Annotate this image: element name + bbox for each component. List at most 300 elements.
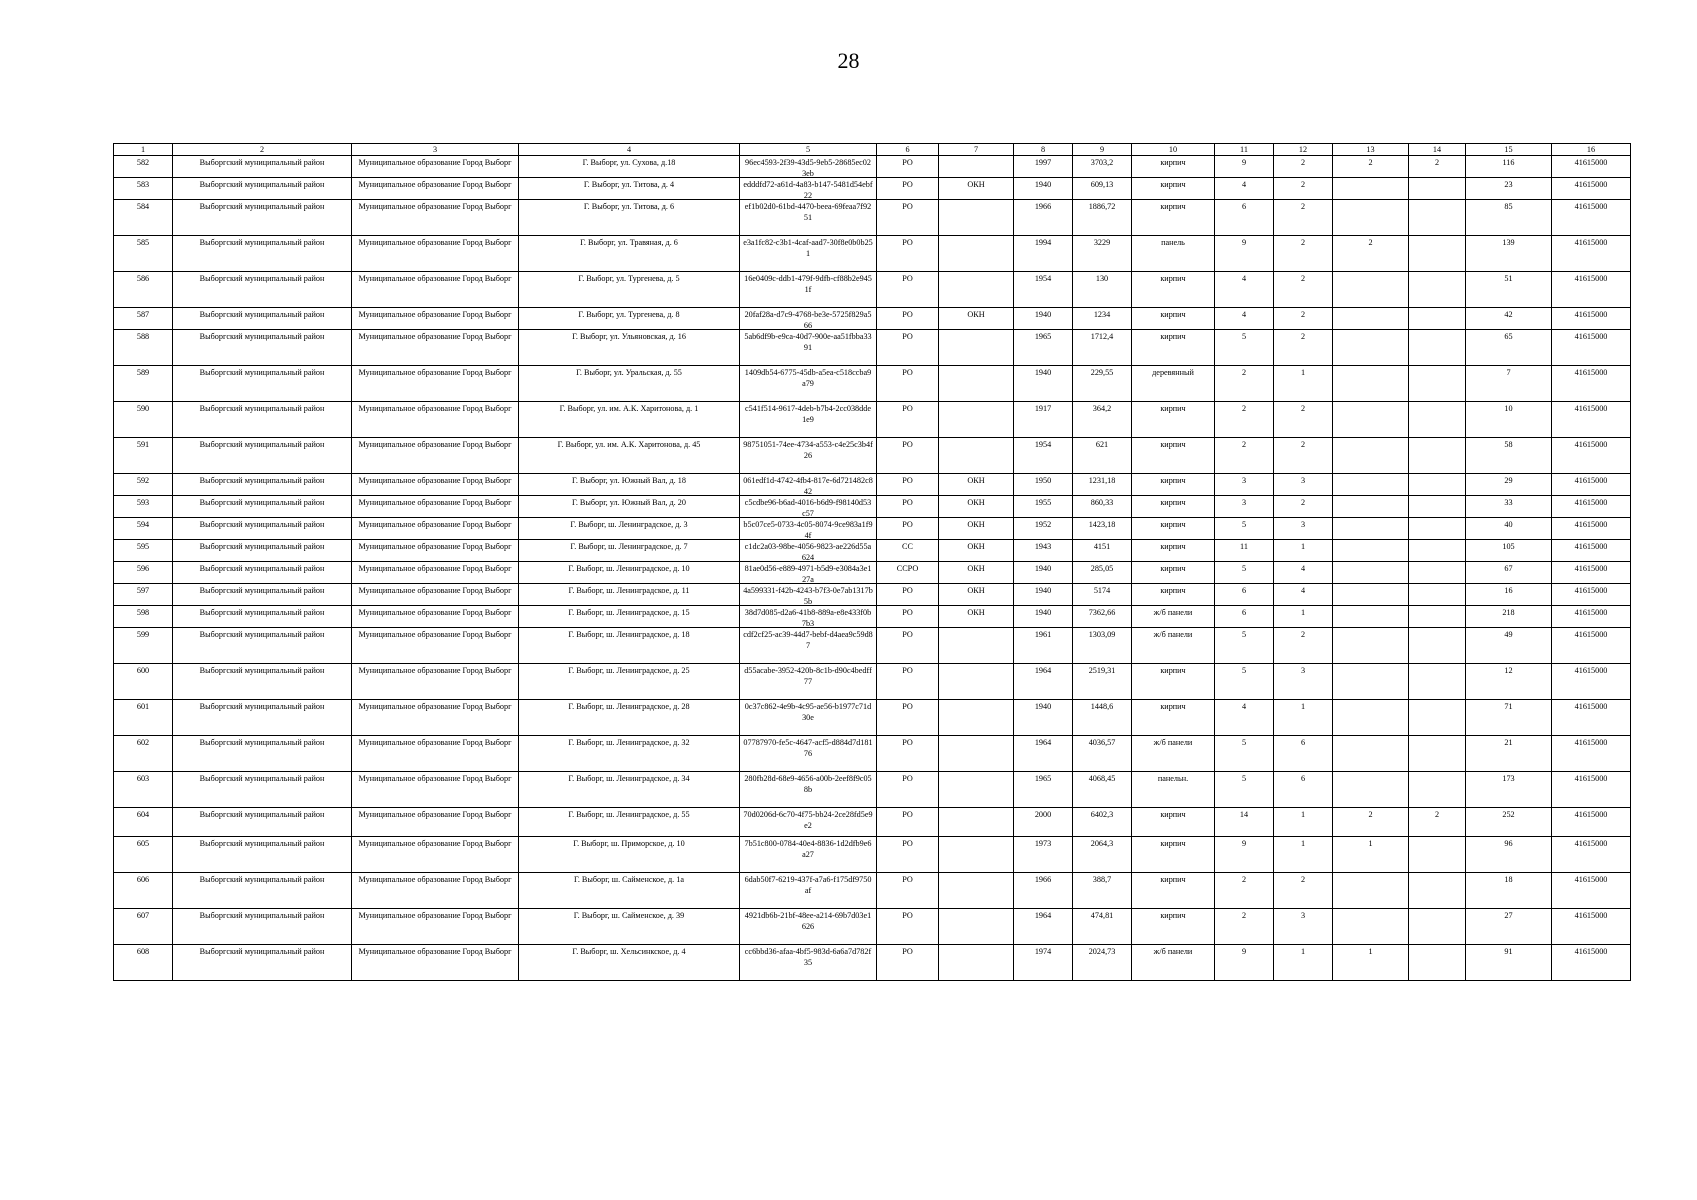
table-cell-col-6: [877, 808, 939, 837]
table-cell-col-1: [114, 308, 173, 330]
table-cell-col-1: [114, 540, 173, 562]
table-cell-col-10: [1132, 308, 1215, 330]
table-cell-col-11: [1215, 236, 1274, 272]
cell-text: Муниципальное образование Город Выборг: [358, 947, 512, 956]
table-cell-col-8: [1014, 366, 1073, 402]
cell-text: 33: [1504, 498, 1513, 507]
table-cell-col-8: [1014, 628, 1073, 664]
cell-text: ж/б панели: [1153, 738, 1193, 747]
table-cell-col-9: [1073, 540, 1132, 562]
table-cell-col-8: [1014, 518, 1073, 540]
table-cell-col-2: [173, 772, 352, 808]
cell-text: 9: [1241, 947, 1247, 956]
cell-text: Муниципальное образование Город Выборг: [358, 498, 512, 507]
table-cell-col-14: [1409, 438, 1466, 474]
cell-text: 3: [1241, 498, 1247, 507]
cell-text: 061edf1d-4742-4fb4-817e-6d721482c842: [743, 476, 873, 495]
cell-text: 604: [136, 810, 150, 819]
cell-text: 2: [1241, 404, 1247, 413]
table-cell-col-3: [352, 518, 519, 540]
cell-text: 98751051-74ee-4734-a553-c4e25c3b4f26: [743, 440, 873, 460]
table-cell-col-13: [1333, 540, 1409, 562]
cell-text: 4: [1241, 702, 1247, 711]
table-cell-col-13: [1333, 438, 1409, 474]
table-cell-col-8: [1014, 909, 1073, 945]
table-cell-col-12: [1274, 308, 1333, 330]
table-cell-col-3: [352, 606, 519, 628]
table-cell-col-1: [114, 873, 173, 909]
cell-text: d55acabe-3952-420b-8c1b-d90c4bedff77: [744, 666, 872, 686]
cell-text: Выборгский муниципальный район: [199, 476, 325, 485]
table-cell-col-5: [740, 606, 877, 628]
table-cell-col-13: [1333, 496, 1409, 518]
table-cell-col-2: [173, 518, 352, 540]
cell-text: кирпич: [1160, 274, 1186, 283]
table-cell-col-4: [519, 540, 740, 562]
cell-text: 1952: [1034, 520, 1052, 529]
cell-text: 5: [1241, 630, 1247, 639]
table-cell-col-9: [1073, 736, 1132, 772]
table-cell-col-11: [1215, 909, 1274, 945]
cell-text: 41615000: [1574, 947, 1608, 956]
table-cell-col-4: [519, 156, 740, 178]
cell-text: 1712,4: [1090, 332, 1114, 341]
cell-text: Выборгский муниципальный район: [199, 332, 325, 341]
cell-text: РО: [902, 875, 913, 884]
table-cell-col-8: [1014, 402, 1073, 438]
table-cell-col-8: [1014, 272, 1073, 308]
cell-text: кирпич: [1160, 310, 1186, 319]
cell-text: 41615000: [1574, 310, 1608, 319]
cell-text: Выборгский муниципальный район: [199, 310, 325, 319]
cell-text: 4: [1300, 564, 1306, 573]
cell-text: 2: [1300, 404, 1306, 413]
cell-text: РО: [902, 202, 913, 211]
cell-text: 621: [1095, 440, 1109, 449]
cell-text: 364,2: [1092, 404, 1112, 413]
table-cell-col-12: [1274, 366, 1333, 402]
cell-text: РО: [902, 520, 913, 529]
cell-text: 603: [136, 774, 150, 783]
cell-text: 2024,73: [1088, 947, 1116, 956]
cell-text: 252: [1502, 810, 1515, 819]
cell-text: Г. Выборг, ул. Тургенева, д. 5: [578, 274, 680, 283]
table-cell-col-13: [1333, 330, 1409, 366]
table-cell-col-14: [1409, 808, 1466, 837]
cell-text: 41615000: [1574, 774, 1608, 783]
table-cell-col-14: [1409, 366, 1466, 402]
cell-text: 280fb28d-68e9-4656-a00b-2eef8f9c058b: [744, 774, 872, 794]
cell-text: кирпич: [1160, 158, 1186, 167]
column-header-6: 6: [877, 144, 939, 156]
cell-text: 41615000: [1574, 586, 1608, 595]
table-cell-col-4: [519, 562, 740, 584]
table-cell-col-4: [519, 438, 740, 474]
column-header-4: 4: [519, 144, 740, 156]
table-row: [114, 540, 1631, 562]
cell-text: 9: [1241, 839, 1247, 848]
table-cell-col-7: [939, 540, 1014, 562]
cell-text: РО: [902, 476, 913, 485]
cell-text: 10: [1504, 404, 1513, 413]
cell-text: c541f514-9617-4deb-b7b4-2cc038dde1e9: [745, 404, 871, 424]
table-cell-col-3: [352, 808, 519, 837]
table-cell-col-12: [1274, 772, 1333, 808]
table-cell-col-5: [740, 496, 877, 518]
table-cell-col-9: [1073, 308, 1132, 330]
table-cell-col-8: [1014, 606, 1073, 628]
cell-text: 41615000: [1574, 608, 1608, 617]
table-cell-col-12: [1274, 808, 1333, 837]
cell-text: 594: [136, 520, 150, 529]
table-cell-col-12: [1274, 402, 1333, 438]
cell-text: Выборгский муниципальный район: [199, 368, 325, 377]
cell-text: 16e0409c-ddb1-479f-9dfb-cf88b2e9451f: [744, 274, 872, 294]
cell-text: 4a599331-f42b-4243-b7f3-0e7ab1317b5b: [743, 586, 873, 605]
cell-text: Муниципальное образование Город Выборг: [358, 158, 512, 167]
cell-text: 7: [1506, 368, 1511, 377]
table-cell-col-3: [352, 584, 519, 606]
table-cell-col-1: [114, 496, 173, 518]
cell-text: Г. Выборг, ш. Ленинградское, д. 15: [568, 608, 690, 617]
table-cell-col-3: [352, 628, 519, 664]
table-row: [114, 736, 1631, 772]
cell-text: 860,33: [1090, 498, 1114, 507]
table-cell-col-4: [519, 518, 740, 540]
cell-text: 41615000: [1574, 332, 1608, 341]
table-cell-col-14: [1409, 945, 1466, 981]
table-cell-col-1: [114, 156, 173, 178]
table-cell-col-10: [1132, 873, 1215, 909]
table-cell-col-13: [1333, 606, 1409, 628]
cell-text: кирпич: [1160, 839, 1186, 848]
table-cell-col-13: [1333, 236, 1409, 272]
cell-text: 91: [1504, 947, 1513, 956]
table-cell-col-9: [1073, 178, 1132, 200]
cell-text: Выборгский муниципальный район: [199, 774, 325, 783]
cell-text: РО: [902, 839, 913, 848]
cell-text: Г. Выборг, ш. Ленинградское, д. 25: [568, 666, 690, 675]
cell-text: 2: [1241, 368, 1247, 377]
cell-text: Муниципальное образование Город Выборг: [358, 202, 512, 211]
table-cell-col-3: [352, 772, 519, 808]
table-cell-col-3: [352, 736, 519, 772]
table-cell-col-7: [939, 496, 1014, 518]
cell-text: 70d0206d-6c70-4f75-bb24-2ce28fd5e9e2: [743, 810, 873, 830]
cell-text: 41615000: [1574, 542, 1608, 551]
cell-text: 2000: [1034, 810, 1052, 819]
table-row: [114, 200, 1631, 236]
table-cell-col-16: [1552, 772, 1631, 808]
cell-text: панельн.: [1157, 774, 1189, 783]
table-cell-col-12: [1274, 178, 1333, 200]
table-cell-col-1: [114, 808, 173, 837]
table-cell-col-5: [740, 236, 877, 272]
table-cell-col-12: [1274, 945, 1333, 981]
table-cell-col-7: [939, 438, 1014, 474]
table-cell-col-1: [114, 366, 173, 402]
table-cell-col-1: [114, 664, 173, 700]
cell-text: деревянный: [1152, 368, 1194, 377]
table-cell-col-14: [1409, 562, 1466, 584]
table-cell-col-7: [939, 402, 1014, 438]
table-cell-col-14: [1409, 330, 1466, 366]
cell-text: 4: [1241, 274, 1247, 283]
table-cell-col-3: [352, 474, 519, 496]
table-cell-col-6: [877, 909, 939, 945]
cell-text: 4: [1241, 310, 1247, 319]
cell-text: 18: [1504, 875, 1513, 884]
table-cell-col-6: [877, 156, 939, 178]
cell-text: edddfd72-a61d-4a83-b147-5481d54ebf22: [743, 180, 873, 199]
column-number-header-row: [114, 144, 1631, 156]
cell-text: 41615000: [1574, 440, 1608, 449]
table-cell-col-12: [1274, 606, 1333, 628]
table-cell-col-16: [1552, 540, 1631, 562]
cell-text: 81ae0d56-e889-4971-b5d9-e3084a3e127a: [744, 564, 872, 583]
table-row: [114, 438, 1631, 474]
table-row: [114, 402, 1631, 438]
cell-text: кирпич: [1160, 476, 1186, 485]
table-cell-col-6: [877, 540, 939, 562]
table-row: [114, 366, 1631, 402]
cell-text: 41615000: [1574, 274, 1608, 283]
table-cell-col-11: [1215, 330, 1274, 366]
cell-text: 1940: [1034, 180, 1052, 189]
table-cell-col-3: [352, 909, 519, 945]
cell-text: Выборгский муниципальный район: [199, 702, 325, 711]
cell-text: РО: [902, 274, 913, 283]
table-cell-col-1: [114, 909, 173, 945]
cell-text: 2: [1241, 911, 1247, 920]
table-cell-col-16: [1552, 496, 1631, 518]
table-cell-col-14: [1409, 664, 1466, 700]
table-cell-col-5: [740, 628, 877, 664]
table-cell-col-10: [1132, 156, 1215, 178]
table-cell-col-7: [939, 308, 1014, 330]
table-cell-col-1: [114, 438, 173, 474]
cell-text: 590: [136, 404, 150, 413]
cell-text: 591: [136, 440, 150, 449]
table-cell-col-13: [1333, 402, 1409, 438]
table-row: [114, 562, 1631, 584]
cell-text: 601: [136, 702, 150, 711]
table-cell-col-5: [740, 772, 877, 808]
table-cell-col-9: [1073, 584, 1132, 606]
table-row: [114, 178, 1631, 200]
cell-text: 1234: [1093, 310, 1111, 319]
table-cell-col-4: [519, 606, 740, 628]
table-cell-col-15: [1466, 496, 1552, 518]
cell-text: 41615000: [1574, 404, 1608, 413]
table-cell-col-7: [939, 873, 1014, 909]
cell-text: 41615000: [1574, 498, 1608, 507]
cell-text: 1964: [1034, 666, 1052, 675]
table-cell-col-16: [1552, 438, 1631, 474]
cell-text: 1940: [1034, 310, 1052, 319]
table-cell-col-15: [1466, 584, 1552, 606]
table-cell-col-6: [877, 628, 939, 664]
table-cell-col-3: [352, 837, 519, 873]
table-cell-col-13: [1333, 584, 1409, 606]
table-cell-col-9: [1073, 664, 1132, 700]
table-cell-col-3: [352, 178, 519, 200]
table-cell-col-16: [1552, 366, 1631, 402]
table-cell-col-2: [173, 606, 352, 628]
table-cell-col-1: [114, 236, 173, 272]
cell-text: cdf2cf25-ac39-44d7-bebf-d4aea9c59d87: [743, 630, 873, 650]
cell-text: кирпич: [1160, 875, 1186, 884]
cell-text: кирпич: [1160, 520, 1186, 529]
table-cell-col-8: [1014, 736, 1073, 772]
table-cell-col-16: [1552, 156, 1631, 178]
cell-text: 51: [1504, 274, 1513, 283]
table-cell-col-4: [519, 873, 740, 909]
table-cell-col-16: [1552, 562, 1631, 584]
cell-text: 388,7: [1092, 875, 1112, 884]
cell-text: Выборгский муниципальный район: [199, 498, 325, 507]
table-cell-col-8: [1014, 945, 1073, 981]
cell-text: 1: [1368, 839, 1373, 848]
table-cell-col-10: [1132, 272, 1215, 308]
cell-text: РО: [902, 498, 913, 507]
cell-text: ОКН: [967, 520, 985, 529]
table-cell-col-5: [740, 474, 877, 496]
cell-text: Муниципальное образование Город Выборг: [358, 368, 512, 377]
column-header-13: 13: [1333, 144, 1409, 156]
cell-text: кирпич: [1160, 542, 1186, 551]
table-cell-col-3: [352, 366, 519, 402]
table-cell-col-8: [1014, 540, 1073, 562]
cell-text: 6: [1300, 774, 1306, 783]
table-cell-col-11: [1215, 272, 1274, 308]
cell-text: Выборгский муниципальный район: [199, 202, 325, 211]
table-cell-col-11: [1215, 700, 1274, 736]
table-cell-col-12: [1274, 156, 1333, 178]
table-cell-col-9: [1073, 496, 1132, 518]
table-cell-col-11: [1215, 562, 1274, 584]
cell-text: 65: [1504, 332, 1513, 341]
cell-text: 5: [1241, 666, 1247, 675]
table-cell-col-7: [939, 236, 1014, 272]
table-cell-col-14: [1409, 628, 1466, 664]
table-cell-col-2: [173, 402, 352, 438]
table-cell-col-7: [939, 584, 1014, 606]
table-cell-col-9: [1073, 808, 1132, 837]
table-cell-col-6: [877, 366, 939, 402]
cell-text: 1303,09: [1088, 630, 1116, 639]
table-cell-col-11: [1215, 178, 1274, 200]
cell-text: 2: [1434, 158, 1440, 167]
cell-text: 6: [1300, 738, 1306, 747]
table-cell-col-9: [1073, 236, 1132, 272]
table-row: [114, 909, 1631, 945]
cell-text: Муниципальное образование Город Выборг: [358, 520, 512, 529]
column-header-1: 1: [114, 144, 173, 156]
table-cell-col-5: [740, 308, 877, 330]
table-cell-col-3: [352, 438, 519, 474]
cell-text: Выборгский муниципальный район: [199, 564, 325, 573]
cell-text: 1954: [1034, 274, 1052, 283]
table-cell-col-12: [1274, 700, 1333, 736]
table-cell-col-3: [352, 200, 519, 236]
table-cell-col-11: [1215, 366, 1274, 402]
table-cell-col-10: [1132, 736, 1215, 772]
cell-text: 1940: [1034, 702, 1052, 711]
table-cell-col-4: [519, 628, 740, 664]
table-row: [114, 236, 1631, 272]
table-cell-col-10: [1132, 438, 1215, 474]
cell-text: Г. Выборг, ш. Сайменское, д. 1а: [574, 875, 684, 884]
table-cell-col-13: [1333, 808, 1409, 837]
cell-text: Выборгский муниципальный район: [199, 158, 325, 167]
cell-text: 586: [136, 274, 150, 283]
cell-text: 20faf28a-d7c9-4768-be3e-5725f829a566: [744, 310, 872, 329]
cell-text: 21: [1504, 738, 1513, 747]
cell-text: Г. Выборг, ул. Титова, д. 4: [583, 180, 675, 189]
table-cell-col-7: [939, 562, 1014, 584]
cell-text: кирпич: [1160, 586, 1186, 595]
cell-text: 1994: [1034, 238, 1052, 247]
cell-text: Выборгский муниципальный район: [199, 586, 325, 595]
cell-text: РО: [902, 310, 913, 319]
table-cell-col-1: [114, 474, 173, 496]
cell-text: 41615000: [1574, 476, 1608, 485]
table-row: [114, 474, 1631, 496]
table-cell-col-5: [740, 945, 877, 981]
table-cell-col-2: [173, 873, 352, 909]
column-header-7: 7: [939, 144, 1014, 156]
table-cell-col-5: [740, 540, 877, 562]
cell-text: Г. Выборг, ш. Ленинградское, д. 55: [568, 810, 690, 819]
table-cell-col-10: [1132, 540, 1215, 562]
table-cell-col-10: [1132, 236, 1215, 272]
cell-text: 607: [136, 911, 150, 920]
table-cell-col-3: [352, 156, 519, 178]
cell-text: 587: [136, 310, 150, 319]
table-cell-col-6: [877, 496, 939, 518]
cell-text: Муниципальное образование Город Выборг: [358, 666, 512, 675]
cell-text: 593: [136, 498, 150, 507]
table-cell-col-13: [1333, 562, 1409, 584]
table-cell-col-7: [939, 606, 1014, 628]
table-cell-col-15: [1466, 518, 1552, 540]
table-cell-col-5: [740, 272, 877, 308]
table-row: [114, 628, 1631, 664]
table-cell-col-14: [1409, 474, 1466, 496]
cell-text: Муниципальное образование Город Выборг: [358, 476, 512, 485]
table-cell-col-12: [1274, 736, 1333, 772]
cell-text: 2: [1368, 158, 1373, 167]
table-cell-col-4: [519, 272, 740, 308]
cell-text: РО: [902, 738, 913, 747]
cell-text: Муниципальное образование Город Выборг: [358, 608, 512, 617]
table-cell-col-16: [1552, 700, 1631, 736]
table-cell-col-6: [877, 272, 939, 308]
table-cell-col-5: [740, 330, 877, 366]
cell-text: РО: [902, 238, 913, 247]
cell-text: 2: [1241, 875, 1247, 884]
table-cell-col-10: [1132, 664, 1215, 700]
table-cell-col-12: [1274, 873, 1333, 909]
table-cell-col-8: [1014, 664, 1073, 700]
table-cell-col-6: [877, 736, 939, 772]
cell-text: 4921db6b-21bf-48ee-a214-69b7d03e1626: [744, 911, 872, 931]
table-cell-col-3: [352, 540, 519, 562]
cell-text: ССРО: [896, 564, 919, 573]
table-cell-col-5: [740, 700, 877, 736]
cell-text: Муниципальное образование Город Выборг: [358, 810, 512, 819]
